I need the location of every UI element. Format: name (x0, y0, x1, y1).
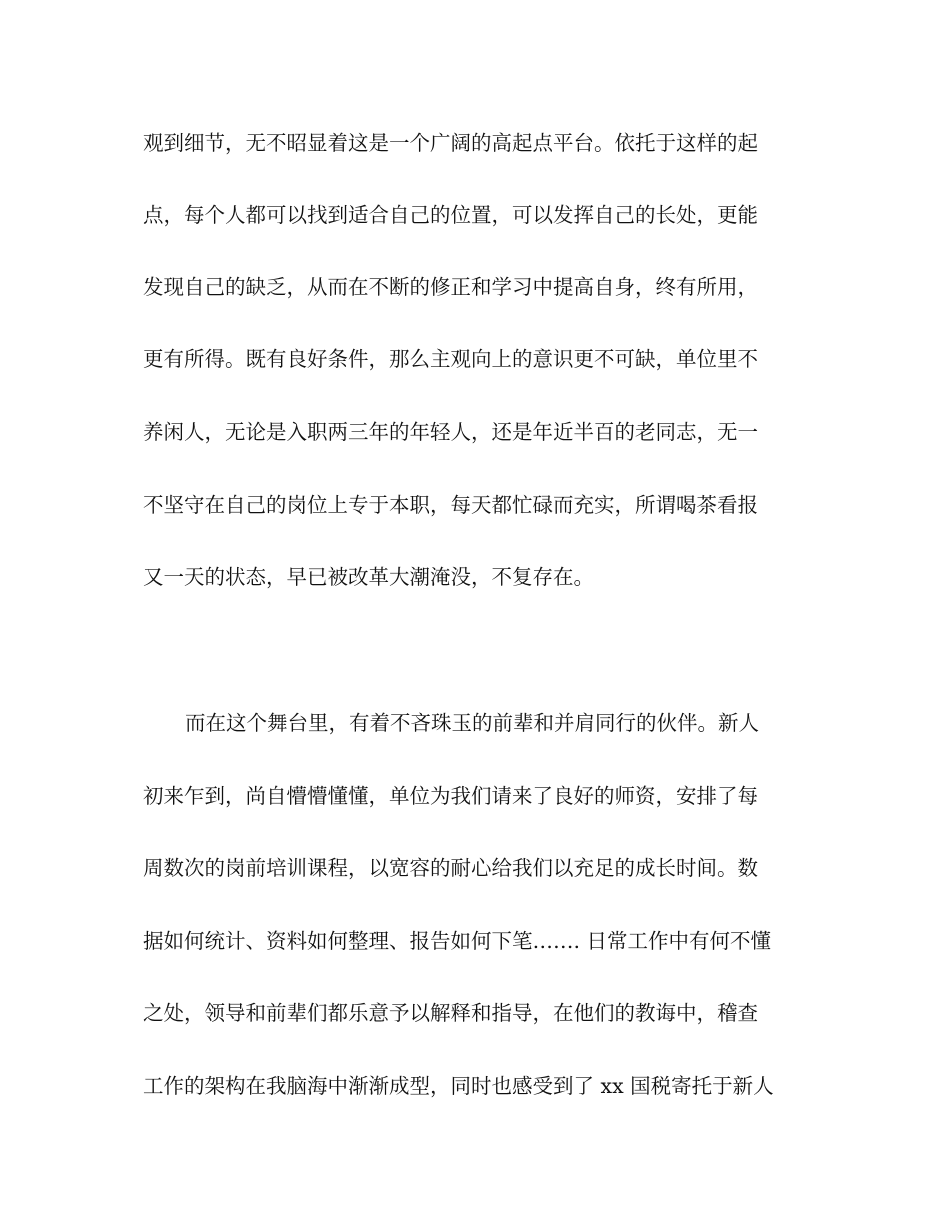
paragraph-2-line-4: 据如何统计、资料如何整理、报告如何下笔……. 日常工作中有何不懂 (143, 929, 772, 953)
paragraph-2-line-2: 初来乍到，尚自懵懵懂懂，单位为我们请来了良好的师资，安排了每 (143, 784, 758, 808)
paragraph-2-line-5: 之处，领导和前辈们都乐意予以解释和指导，在他们的教诲中，稽查 (143, 1001, 758, 1025)
paragraph-1-line-7: 又一天的状态，早已被改革大潮淹没，不复存在。 (143, 565, 594, 589)
paragraph-1-line-3: 发现自己的缺乏，从而在不断的修正和学习中提高自身，终有所用， (143, 275, 758, 299)
paragraph-2-line-3: 周数次的岗前培训课程，以宽容的耐心给我们以充足的成长时间。数 (143, 856, 758, 880)
paragraph-1-line-1: 观到细节，无不昭显着这是一个广阔的高起点平台。依托于这样的起 (143, 131, 758, 155)
paragraph-1-line-5: 养闲人，无论是入职两三年的年轻人，还是年近半百的老同志，无一 (143, 420, 758, 444)
paragraph-1-line-2: 点，每个人都可以找到适合自己的位置，可以发挥自己的长处，更能 (143, 203, 758, 227)
paragraph-1-line-4: 更有所得。既有良好条件，那么主观向上的意识更不可缺，单位里不 (143, 347, 758, 371)
paragraph-2-line-6: 工作的架构在我脑海中渐渐成型，同时也感受到了 xx 国税寄托于新人 (143, 1074, 774, 1098)
paragraph-1-line-6: 不坚守在自己的岗位上专于本职，每天都忙碌而充实，所谓喝茶看报 (143, 493, 758, 517)
paragraph-2-line-1: 而在这个舞台里，有着不吝珠玉的前辈和并肩同行的伙伴。新人 (185, 711, 759, 735)
